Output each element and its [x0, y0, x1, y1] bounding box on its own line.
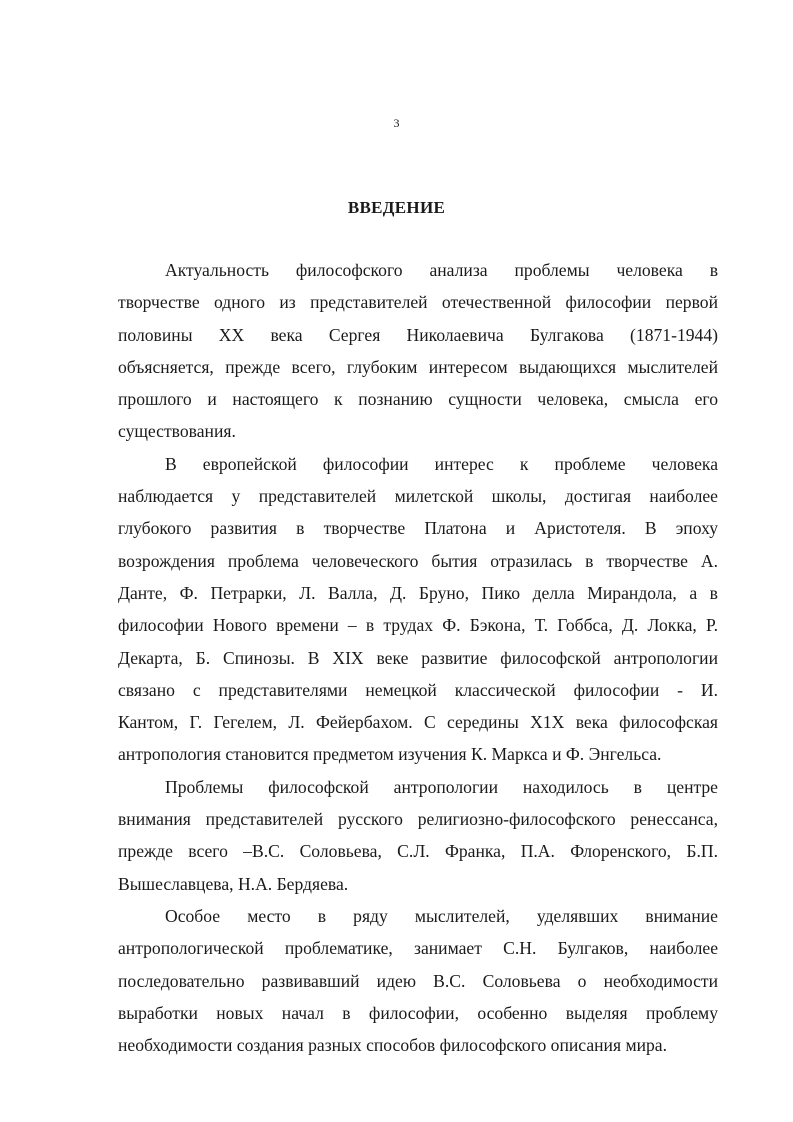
text-line: прошлого и настоящего к познанию сущности человека, смысла его: [118, 389, 718, 410]
text-line: Вышеславцева, Н.А. Бердяева.: [118, 873, 349, 894]
text-line: наблюдается у представителей милетской школы, достигая наиболее: [118, 486, 718, 507]
paragraph: [118, 254, 718, 448]
text-line: философии Нового времени – в трудах Ф. Бэкона, Т. Гоббса, Д. Локка, Р.: [118, 615, 718, 636]
body-text: [118, 254, 718, 1061]
section-heading: ВВЕДЕНИЕ: [347, 198, 446, 217]
text-line: внимания представителей русского религиозно-философского ренессанса,: [118, 809, 718, 830]
text-line: половины XX века Сергея Николаевича Булгакова (1871-1944): [118, 324, 718, 345]
text-line: глубокого развития в творчестве Платона и Аристотеля. В эпоху: [118, 518, 718, 539]
page-number: 3: [393, 116, 400, 130]
text-line: антропология становится предметом изучения К. Маркса и Ф. Энгельса.: [118, 744, 662, 765]
text-line: связано с представителями немецкой классической философии - И.: [118, 679, 718, 700]
text-line: последовательно развивавший идею В.С. Соловьева о необходимости: [118, 970, 718, 991]
paragraph: [118, 448, 718, 771]
text-line: необходимости создания разных способов философского описания мира.: [118, 1035, 667, 1056]
text-line: Декарта, Б. Спинозы. В XIX веке развитие философской антропологии: [118, 647, 718, 668]
paragraph: [118, 900, 718, 1061]
text-line: Актуальность философского анализа проблемы человека в: [165, 260, 718, 280]
text-line: объясняется, прежде всего, глубоким интересом выдающихся мыслителей: [118, 356, 718, 377]
text-line: В европейской философии интерес к проблеме человека: [165, 453, 718, 474]
paragraph: [118, 771, 718, 900]
text-line: антропологической проблематике, занимает С.Н. Булгаков, наиболее: [118, 938, 718, 959]
text-line: творчестве одного из представителей отечественной философии первой: [118, 292, 718, 313]
text-line: выработки новых начал в философии, особенно выделяя проблему: [118, 1002, 718, 1023]
text-line: Кантом, Г. Гегелем, Л. Фейербахом. С середины X1X века философская: [118, 712, 718, 733]
text-line: Проблемы философской антропологии находилось в центре: [165, 776, 718, 797]
text-line: прежде всего –В.С. Соловьева, С.Л. Франка, П.А. Флоренского, Б.П.: [118, 841, 718, 862]
text-line: Особое место в ряду мыслителей, уделявших внимание: [165, 905, 718, 926]
text-line: возрождения проблема человеческого бытия отразилась в творчестве А.: [118, 550, 718, 571]
text-line: Данте, Ф. Петрарки, Л. Валла, Д. Бруно, Пико делла Мирандола, а в: [118, 582, 718, 603]
text-line: существования.: [118, 421, 236, 442]
